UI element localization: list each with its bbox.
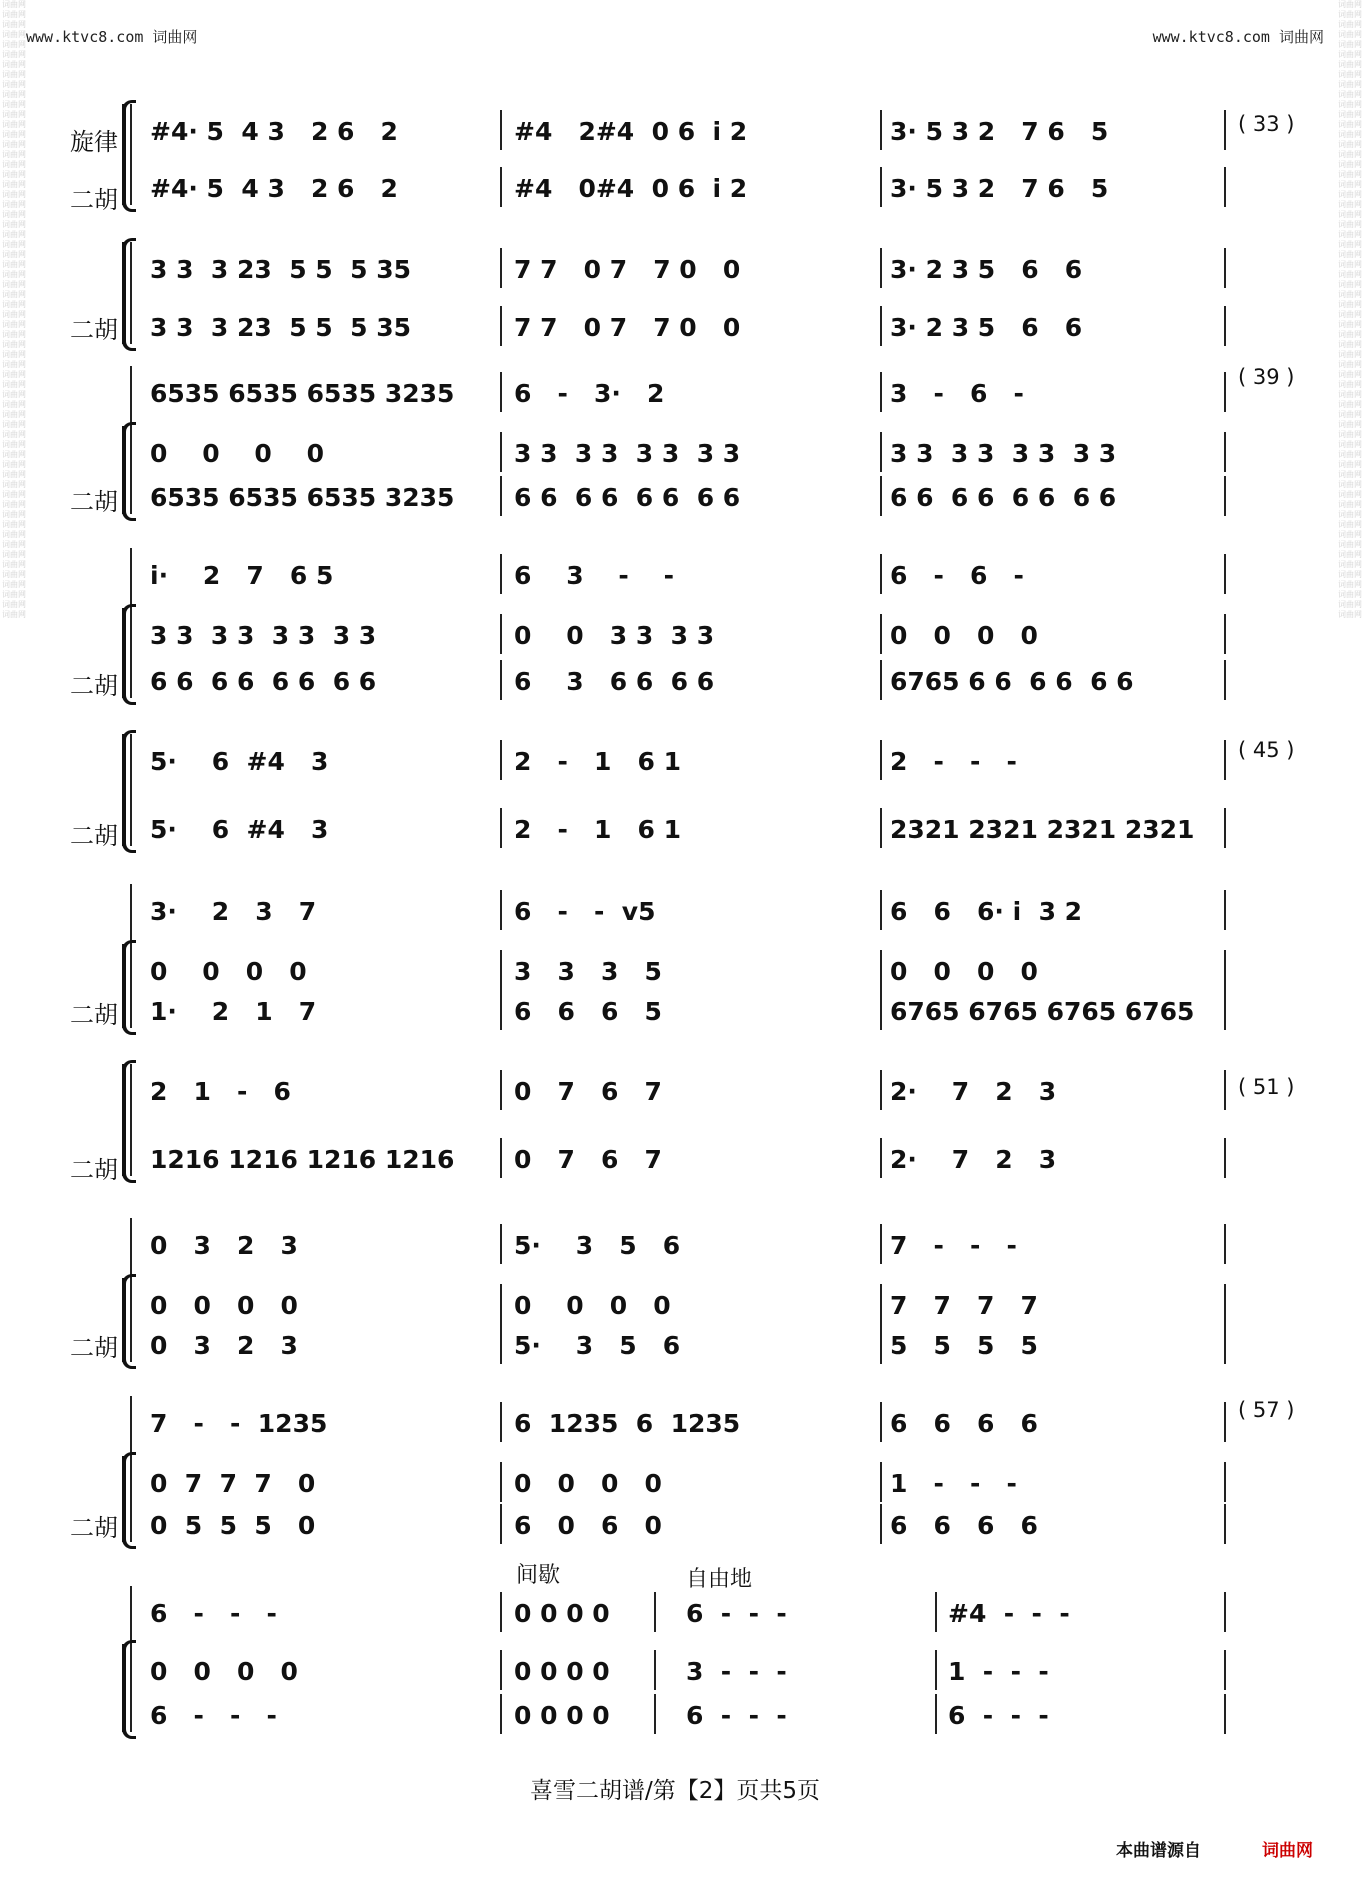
- staff-row: [148, 898, 1232, 926]
- bracket-cap: [122, 604, 136, 619]
- measure-notes: #4 - - -: [948, 1599, 1070, 1628]
- measure-notes: i· 2 7 6 5: [150, 561, 334, 590]
- staff-row: [148, 1702, 1232, 1730]
- staff-row: [148, 256, 1232, 284]
- measure-notes: 6 6 6· i 3 2: [890, 897, 1083, 926]
- measure-notes: 0 0 0 0: [514, 1291, 671, 1320]
- measure-notes: 7 7 0 7 7 0 0: [514, 255, 741, 284]
- staff-row: [148, 1658, 1232, 1686]
- bar-line: [880, 476, 882, 516]
- measure-number: ( 57 ): [1238, 1398, 1295, 1422]
- bar-line: [880, 614, 882, 654]
- bracket-cap: [122, 506, 136, 521]
- bar-line: [500, 306, 502, 346]
- measure-notes: 2 1 - 6: [150, 1077, 291, 1106]
- bracket-cap: [122, 940, 136, 955]
- bar-line: [500, 1650, 502, 1690]
- measure-notes: 3 3 3 3 3 3 3 3: [890, 439, 1117, 468]
- system-line: [130, 366, 132, 514]
- measure-notes: 0 0 0 0: [150, 1657, 298, 1686]
- measure-notes: 6 6 6 6: [890, 1409, 1038, 1438]
- staff-bracket: [122, 608, 126, 698]
- bracket-cap: [122, 1168, 136, 1183]
- staff-row: [148, 484, 1232, 512]
- measure-notes: 0 0 0 0: [514, 1469, 662, 1498]
- staff-row: [148, 1078, 1232, 1106]
- measure-notes: 1 - - -: [948, 1657, 1049, 1686]
- system-line: [130, 1218, 132, 1362]
- bracket-cap: [122, 1060, 136, 1075]
- bar-line: [1224, 1070, 1226, 1110]
- bar-line: [500, 1070, 502, 1110]
- staff-row: [148, 1292, 1232, 1320]
- measure-notes: 3 3 3 3 3 3 3 3: [150, 621, 377, 650]
- bar-line: [500, 740, 502, 780]
- measure-notes: 2 - 1 6 1: [514, 747, 681, 776]
- measure-notes: 5 5 5 5: [890, 1331, 1038, 1360]
- bar-line: [500, 1592, 502, 1632]
- bar-line: [880, 808, 882, 848]
- bar-line: [880, 167, 882, 207]
- measure-notes: 7 7 0 7 7 0 0: [514, 313, 741, 342]
- measure-notes: 0 0 0 0: [890, 957, 1038, 986]
- bar-line: [880, 554, 882, 594]
- measure-notes: 5· 6 #4 3: [150, 747, 329, 776]
- measure-notes: 0 0 3 3 3 3: [514, 621, 715, 650]
- bar-line: [880, 1284, 882, 1324]
- bar-line: [500, 1284, 502, 1324]
- bracket-cap: [122, 197, 136, 212]
- measure-notes: 0 3 2 3: [150, 1331, 298, 1360]
- bar-line: [1224, 554, 1226, 594]
- measure-notes: 6 1235 6 1235: [514, 1409, 741, 1438]
- measure-notes: 0 0 0 0: [514, 1599, 610, 1628]
- label-erhu: 二胡: [70, 1156, 118, 1184]
- measure-notes: 6765 6 6 6 6 6 6: [890, 667, 1134, 696]
- measure-notes: 6 - - v5: [514, 897, 656, 926]
- measure-notes: 6 6 6 6 6 6 6 6: [514, 483, 741, 512]
- measure-notes: 5· 6 #4 3: [150, 815, 329, 844]
- bar-line: [1224, 660, 1226, 700]
- bar-line: [935, 1694, 937, 1734]
- measure-notes: 6535 6535 6535 3235: [150, 379, 455, 408]
- bar-line: [880, 1504, 882, 1544]
- bar-line: [1224, 476, 1226, 516]
- measure-notes: 2 - - -: [890, 747, 1017, 776]
- staff-row: [148, 1470, 1232, 1498]
- staff-bracket: [122, 734, 126, 846]
- staff-bracket: [122, 104, 126, 205]
- measure-notes: 6 - 3· 2: [514, 379, 665, 408]
- bar-line: [500, 1694, 502, 1734]
- bar-line: [880, 306, 882, 346]
- staff-row: [148, 1332, 1232, 1360]
- measure-notes: 6 - - -: [150, 1599, 277, 1628]
- staff-row: [148, 668, 1232, 696]
- measure-notes: 6 - - -: [150, 1701, 277, 1730]
- bar-line: [500, 1504, 502, 1544]
- label-melody: 旋律: [70, 128, 118, 156]
- measure-notes: 2· 7 2 3: [890, 1077, 1057, 1106]
- bar-line: [1224, 1224, 1226, 1264]
- bar-line: [500, 1462, 502, 1502]
- annotation-free-tempo: 自由地: [686, 1567, 753, 1592]
- bar-line: [500, 1138, 502, 1178]
- system-line: [130, 884, 132, 1028]
- bar-line: [880, 1138, 882, 1178]
- staff-row: [148, 314, 1232, 342]
- bar-line: [1224, 167, 1226, 207]
- bar-line: [1224, 1694, 1226, 1734]
- bar-line: [880, 248, 882, 288]
- measure-notes: 6 - - -: [948, 1701, 1049, 1730]
- measure-notes: 3· 5 3 2 7 6 5: [890, 174, 1109, 203]
- bracket-cap: [122, 730, 136, 745]
- bar-line: [500, 1402, 502, 1442]
- measure-notes: 3· 2 3 5 6 6: [890, 255, 1083, 284]
- measure-notes: 0 7 7 7 0: [150, 1469, 316, 1498]
- measure-notes: 3· 5 3 2 7 6 5: [890, 117, 1109, 146]
- system-line: [130, 1586, 132, 1732]
- measure-notes: 0 0 0 0: [150, 957, 307, 986]
- bracket-cap: [122, 1354, 136, 1369]
- measure-notes: 0 0 0 0: [890, 621, 1038, 650]
- label-erhu: 二胡: [70, 1334, 118, 1362]
- measure-notes: 0 0 0 0: [150, 1291, 298, 1320]
- measure-number: ( 39 ): [1238, 365, 1295, 389]
- staff-row: [148, 1600, 1232, 1628]
- side-watermark-left: 词曲网 词曲网 词曲网 词曲网 词曲网 词曲网 词曲网 词曲网 词曲网 词曲网 词曲网 词曲网 词曲网 词曲网 词曲网 词曲网 词曲网 词曲网 词曲网 词曲网 词曲网 词曲网 词曲网 词曲网 词曲网 词曲网 词曲网 词曲网 词曲网 词曲网 词曲网 词曲网 词曲网 词曲网 词曲网 词曲网 词曲网 词曲网 词曲网 词曲网 词曲网 词曲网 词曲网 词曲网 词曲网 词曲网 词曲网 词曲网 词曲网 词曲网 词曲网 词曲网 词曲网 词曲网 词曲网 词曲网 词曲网 词曲网 词曲网 词曲网 词曲网 词曲网: [2, 0, 26, 619]
- bracket-cap: [122, 1724, 136, 1739]
- staff-bracket: [122, 944, 126, 1028]
- label-erhu: 二胡: [70, 672, 118, 700]
- measure-notes: 2321 2321 2321 2321: [890, 815, 1195, 844]
- measure-notes: 6 3 6 6 6 6: [514, 667, 715, 696]
- measure-notes: #4 2#4 0 6 i 2: [514, 117, 748, 146]
- bracket-cap: [122, 100, 136, 115]
- bar-line: [880, 372, 882, 412]
- measure-number: ( 45 ): [1238, 738, 1295, 762]
- system-line: [130, 104, 132, 205]
- staff-row: [148, 380, 1232, 408]
- measure-notes: 6 6 6 5: [514, 997, 662, 1026]
- bar-line: [500, 372, 502, 412]
- measure-notes: 0 0 0 0: [514, 1701, 610, 1730]
- measure-notes: #4· 5 4 3 2 6 2: [150, 117, 398, 146]
- bar-line: [500, 990, 502, 1030]
- staff-row: [148, 1410, 1232, 1438]
- measure-notes: 0 7 6 7: [514, 1077, 662, 1106]
- measure-notes: 3· 2 3 7: [150, 897, 317, 926]
- annotation-pause: 间歇: [516, 1563, 561, 1588]
- staff-bracket: [122, 1064, 126, 1176]
- measure-notes: 3 3 3 3 3 3 3 3: [514, 439, 741, 468]
- bar-line: [1224, 1592, 1226, 1632]
- measure-notes: 6 6 6 6 6 6 6 6: [150, 667, 377, 696]
- measure-notes: 6 6 6 6: [890, 1511, 1038, 1540]
- measure-notes: 3 - 6 -: [890, 379, 1024, 408]
- system-line: [130, 734, 132, 846]
- measure-notes: 3 - - -: [686, 1657, 787, 1686]
- bar-line: [1224, 1324, 1226, 1364]
- bracket-cap: [122, 690, 136, 705]
- staff-row: [148, 118, 1232, 146]
- measure-notes: 5· 3 5 6: [514, 1331, 681, 1360]
- source-label: 本曲谱源自: [1116, 1841, 1201, 1861]
- bar-line: [500, 167, 502, 207]
- measure-notes: 6 - 6 -: [890, 561, 1024, 590]
- measure-notes: 6 0 6 0: [514, 1511, 662, 1540]
- measure-number: ( 51 ): [1238, 1075, 1295, 1099]
- bar-line: [1224, 1402, 1226, 1442]
- bar-line: [880, 1070, 882, 1110]
- staff-bracket: [122, 1644, 126, 1732]
- bar-line: [1224, 614, 1226, 654]
- bracket-cap: [122, 422, 136, 437]
- bar-line: [935, 1592, 937, 1632]
- measure-notes: 6 6 6 6 6 6 6 6: [890, 483, 1117, 512]
- bar-line: [654, 1650, 656, 1690]
- measure-notes: 0 0 0 0: [514, 1657, 610, 1686]
- measure-notes: 3 3 3 23 5 5 5 35: [150, 255, 411, 284]
- system-line: [130, 242, 132, 344]
- staff-row: [148, 1512, 1232, 1540]
- bar-line: [1224, 306, 1226, 346]
- staff-row: [148, 1146, 1232, 1174]
- bar-line: [1224, 1138, 1226, 1178]
- bar-line: [1224, 432, 1226, 472]
- measure-number: ( 33 ): [1238, 112, 1295, 136]
- measure-notes: #4 0#4 0 6 i 2: [514, 174, 748, 203]
- bar-line: [1224, 808, 1226, 848]
- staff-row: [148, 175, 1232, 203]
- staff-bracket: [122, 242, 126, 344]
- bar-line: [500, 660, 502, 700]
- bar-line: [880, 1462, 882, 1502]
- measure-notes: #4· 5 4 3 2 6 2: [150, 174, 398, 203]
- bar-line: [1224, 1650, 1226, 1690]
- page-caption: 喜雪二胡谱/第【2】页共5页: [529, 1778, 820, 1804]
- label-erhu: 二胡: [70, 488, 118, 516]
- label-erhu: 二胡: [70, 316, 118, 344]
- bar-line: [1224, 372, 1226, 412]
- system-line: [130, 1396, 132, 1542]
- staff-row: [148, 440, 1232, 468]
- staff-bracket: [122, 1278, 126, 1362]
- staff-row: [148, 816, 1232, 844]
- bracket-cap: [122, 1020, 136, 1035]
- measure-notes: 0 3 2 3: [150, 1231, 298, 1260]
- bracket-cap: [122, 1452, 136, 1467]
- staff-row: [148, 998, 1232, 1026]
- measure-notes: 6765 6765 6765 6765: [890, 997, 1195, 1026]
- bracket-cap: [122, 1640, 136, 1655]
- measure-notes: 0 5 5 5 0: [150, 1511, 316, 1540]
- bar-line: [1224, 1284, 1226, 1324]
- bar-line: [654, 1592, 656, 1632]
- measure-notes: 6 - - -: [686, 1599, 787, 1628]
- measure-notes: 1 - - -: [890, 1469, 1017, 1498]
- staff-row: [148, 622, 1232, 650]
- system-line: [130, 548, 132, 698]
- staff-row: [148, 562, 1232, 590]
- measure-notes: 7 - - -: [890, 1231, 1017, 1260]
- bar-line: [500, 950, 502, 990]
- bar-line: [500, 476, 502, 516]
- bar-line: [500, 890, 502, 930]
- measure-notes: 2· 7 2 3: [890, 1145, 1057, 1174]
- bar-line: [1224, 110, 1226, 150]
- bar-line: [880, 890, 882, 930]
- bar-line: [654, 1694, 656, 1734]
- measure-notes: 5· 3 5 6: [514, 1231, 681, 1260]
- measure-notes: 6 3 - -: [514, 561, 674, 590]
- staff-row: [148, 1232, 1232, 1260]
- header-site-left: www.ktvc8.com 词曲网: [26, 28, 198, 46]
- bar-line: [880, 950, 882, 990]
- bar-line: [500, 110, 502, 150]
- staff-row: [148, 748, 1232, 776]
- bar-line: [880, 1224, 882, 1264]
- bar-line: [880, 740, 882, 780]
- source-site: 词曲网: [1262, 1841, 1313, 1861]
- bracket-cap: [122, 336, 136, 351]
- bar-line: [500, 1324, 502, 1364]
- staff-row: [148, 958, 1232, 986]
- measure-notes: 0 0 0 0: [150, 439, 325, 468]
- bar-line: [500, 1224, 502, 1264]
- bar-line: [880, 660, 882, 700]
- bar-line: [880, 110, 882, 150]
- label-erhu: 二胡: [70, 1001, 118, 1029]
- measure-notes: 0 7 6 7: [514, 1145, 662, 1174]
- label-erhu: 二胡: [70, 1514, 118, 1542]
- system-line: [130, 1064, 132, 1176]
- bar-line: [500, 248, 502, 288]
- bracket-cap: [122, 1274, 136, 1289]
- measure-notes: 6535 6535 6535 3235: [150, 483, 455, 512]
- staff-bracket: [122, 1456, 126, 1542]
- measure-notes: 3 3 3 5: [514, 957, 662, 986]
- bracket-cap: [122, 238, 136, 253]
- bar-line: [1224, 1504, 1226, 1544]
- bar-line: [500, 432, 502, 472]
- bar-line: [1224, 248, 1226, 288]
- bar-line: [880, 990, 882, 1030]
- bar-line: [1224, 890, 1226, 930]
- bar-line: [880, 1324, 882, 1364]
- bar-line: [1224, 740, 1226, 780]
- bar-line: [880, 432, 882, 472]
- measure-notes: 3· 2 3 5 6 6: [890, 313, 1083, 342]
- measure-notes: 7 - - 1235: [150, 1409, 328, 1438]
- header-site-right: www.ktvc8.com 词曲网: [1152, 28, 1324, 46]
- label-erhu: 二胡: [70, 186, 118, 214]
- measure-notes: 3 3 3 23 5 5 5 35: [150, 313, 411, 342]
- measure-notes: 1· 2 1 7: [150, 997, 317, 1026]
- bracket-cap: [122, 1534, 136, 1549]
- bar-line: [935, 1650, 937, 1690]
- measure-notes: 6 - - -: [686, 1701, 787, 1730]
- bar-line: [1224, 1462, 1226, 1502]
- bracket-cap: [122, 838, 136, 853]
- side-watermark-right: 词曲网 词曲网 词曲网 词曲网 词曲网 词曲网 词曲网 词曲网 词曲网 词曲网 词曲网 词曲网 词曲网 词曲网 词曲网 词曲网 词曲网 词曲网 词曲网 词曲网 词曲网 词曲网 词曲网 词曲网 词曲网 词曲网 词曲网 词曲网 词曲网 词曲网 词曲网 词曲网 词曲网 词曲网 词曲网 词曲网 词曲网 词曲网 词曲网 词曲网 词曲网 词曲网 词曲网 词曲网 词曲网 词曲网 词曲网 词曲网 词曲网 词曲网 词曲网 词曲网 词曲网 词曲网 词曲网 词曲网 词曲网 词曲网 词曲网 词曲网 词曲网 词曲网: [1338, 0, 1362, 619]
- measure-notes: 1216 1216 1216 1216: [150, 1145, 455, 1174]
- bar-line: [500, 554, 502, 594]
- bar-line: [500, 614, 502, 654]
- label-erhu: 二胡: [70, 822, 118, 850]
- bar-line: [1224, 950, 1226, 990]
- bar-line: [500, 808, 502, 848]
- bar-line: [880, 1402, 882, 1442]
- staff-bracket: [122, 426, 126, 514]
- measure-notes: 7 7 7 7: [890, 1291, 1038, 1320]
- measure-notes: 2 - 1 6 1: [514, 815, 681, 844]
- bar-line: [1224, 990, 1226, 1030]
